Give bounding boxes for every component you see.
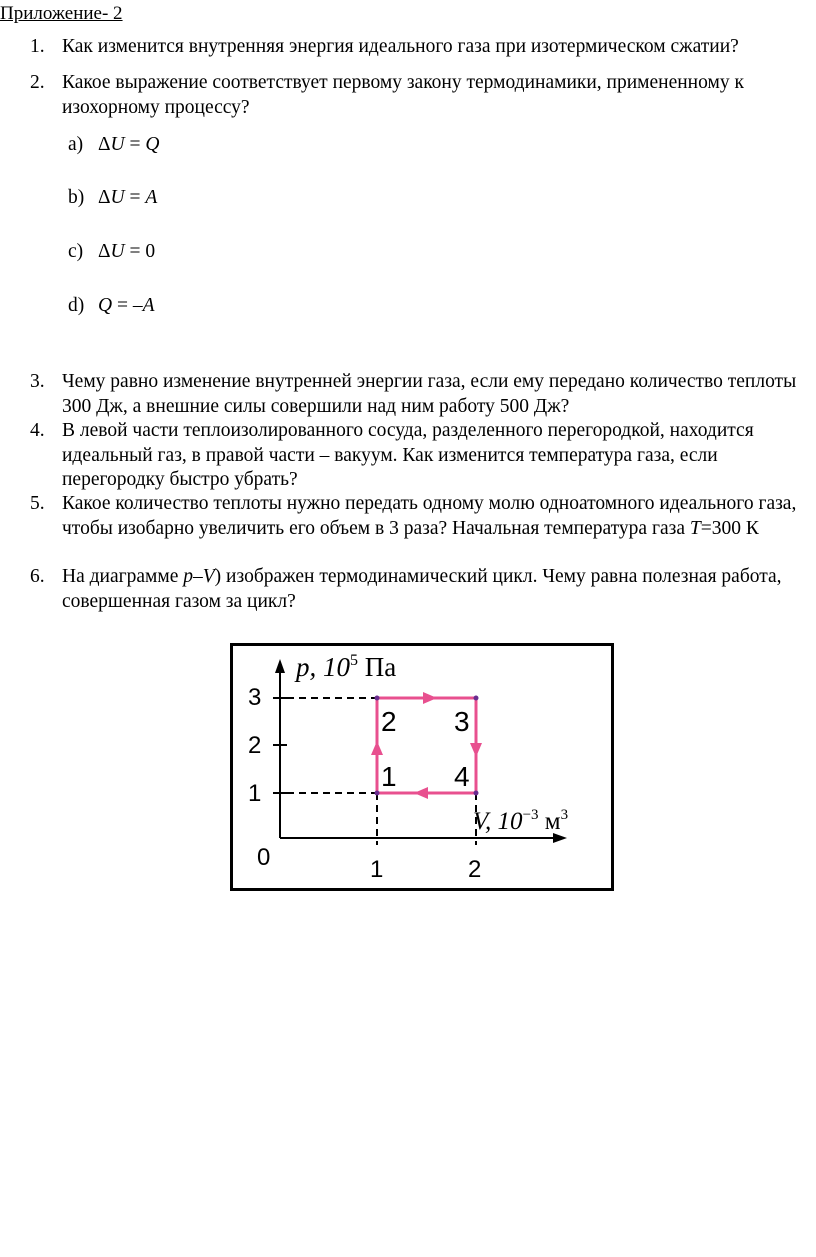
point-label-3: 3	[454, 706, 470, 737]
question-2	[30, 71, 815, 120]
state-point-4	[474, 791, 479, 796]
answer-option-c	[68, 240, 155, 264]
answer-option-a	[68, 133, 159, 157]
answer-option-d	[68, 294, 155, 318]
option-letter: a)	[68, 134, 84, 155]
pv-diagram-svg	[230, 643, 614, 891]
option-formula: ΔU = Q	[98, 134, 160, 155]
p-tick-label-1: 1	[248, 780, 262, 807]
question-number: 2.	[30, 72, 45, 93]
question-number: 6.	[30, 566, 45, 587]
option-letter: d)	[68, 295, 85, 316]
question-text: В левой части теплоизолированного сосуда, разделенного перегородкой, находится идеальный газ, в правой части – вакуум. Как изменится температура газа, если перегородку быстро убрать?	[62, 420, 754, 490]
p-axis-label: p, $10^5$ Па	[296, 652, 397, 682]
question-text: Какое выражение соответствует первому закону термодинамики, примененному к изохорному процессу?	[62, 72, 744, 118]
document-header: Приложение- 2	[0, 3, 123, 24]
option-formula: ΔU = 0	[98, 241, 156, 262]
v-axis-label: V, $10^{-3}$ $м^3$	[473, 807, 569, 835]
point-label-4: 4	[454, 761, 470, 792]
p-tick-label-3: 3	[248, 684, 262, 711]
v-tick-label-2: 2	[468, 856, 482, 883]
option-formula: ΔU = A	[98, 187, 158, 208]
question-number: 5.	[30, 493, 45, 514]
question-text: Какое количество теплоты нужно передать одному молю одноатомного идеального газа, чтобы изобарно увеличить его объем в 3 раза? Начальная температура газа T=300 К	[62, 493, 797, 539]
question-number: 1.	[30, 36, 45, 57]
option-formula: Q = –A	[98, 295, 155, 316]
state-point-2	[375, 696, 380, 701]
question-number: 4.	[30, 420, 45, 441]
question-6	[30, 565, 815, 614]
state-point-1	[375, 791, 380, 796]
point-label-2: 2	[381, 706, 397, 737]
answer-option-b	[68, 186, 157, 210]
question-text: На диаграмме p–V) изображен термодинамический цикл. Чему равна полезная работа, совершенная газом за цикл?	[62, 566, 782, 612]
option-letter: b)	[68, 187, 85, 208]
diagram-frame	[232, 645, 613, 890]
p-tick-label-2: 2	[248, 732, 262, 759]
question-number: 3.	[30, 371, 45, 392]
point-label-1: 1	[381, 761, 397, 792]
option-letter: c)	[68, 241, 84, 262]
question-5	[30, 492, 815, 541]
origin-label: 0	[257, 844, 271, 871]
question-text: Чему равно изменение внутренней энергии газа, если ему передано количество теплоты 300 Дж, а внешние силы совершили над ним работу 500 Дж?	[62, 371, 797, 417]
question-text: Как изменится внутренняя энергия идеального газа при изотермическом сжатии?	[62, 36, 739, 57]
question-4	[30, 419, 815, 493]
pv-diagram	[230, 643, 614, 891]
question-1	[30, 35, 815, 60]
question-3	[30, 370, 815, 419]
state-point-3	[474, 696, 479, 701]
v-tick-label-1: 1	[370, 856, 384, 883]
